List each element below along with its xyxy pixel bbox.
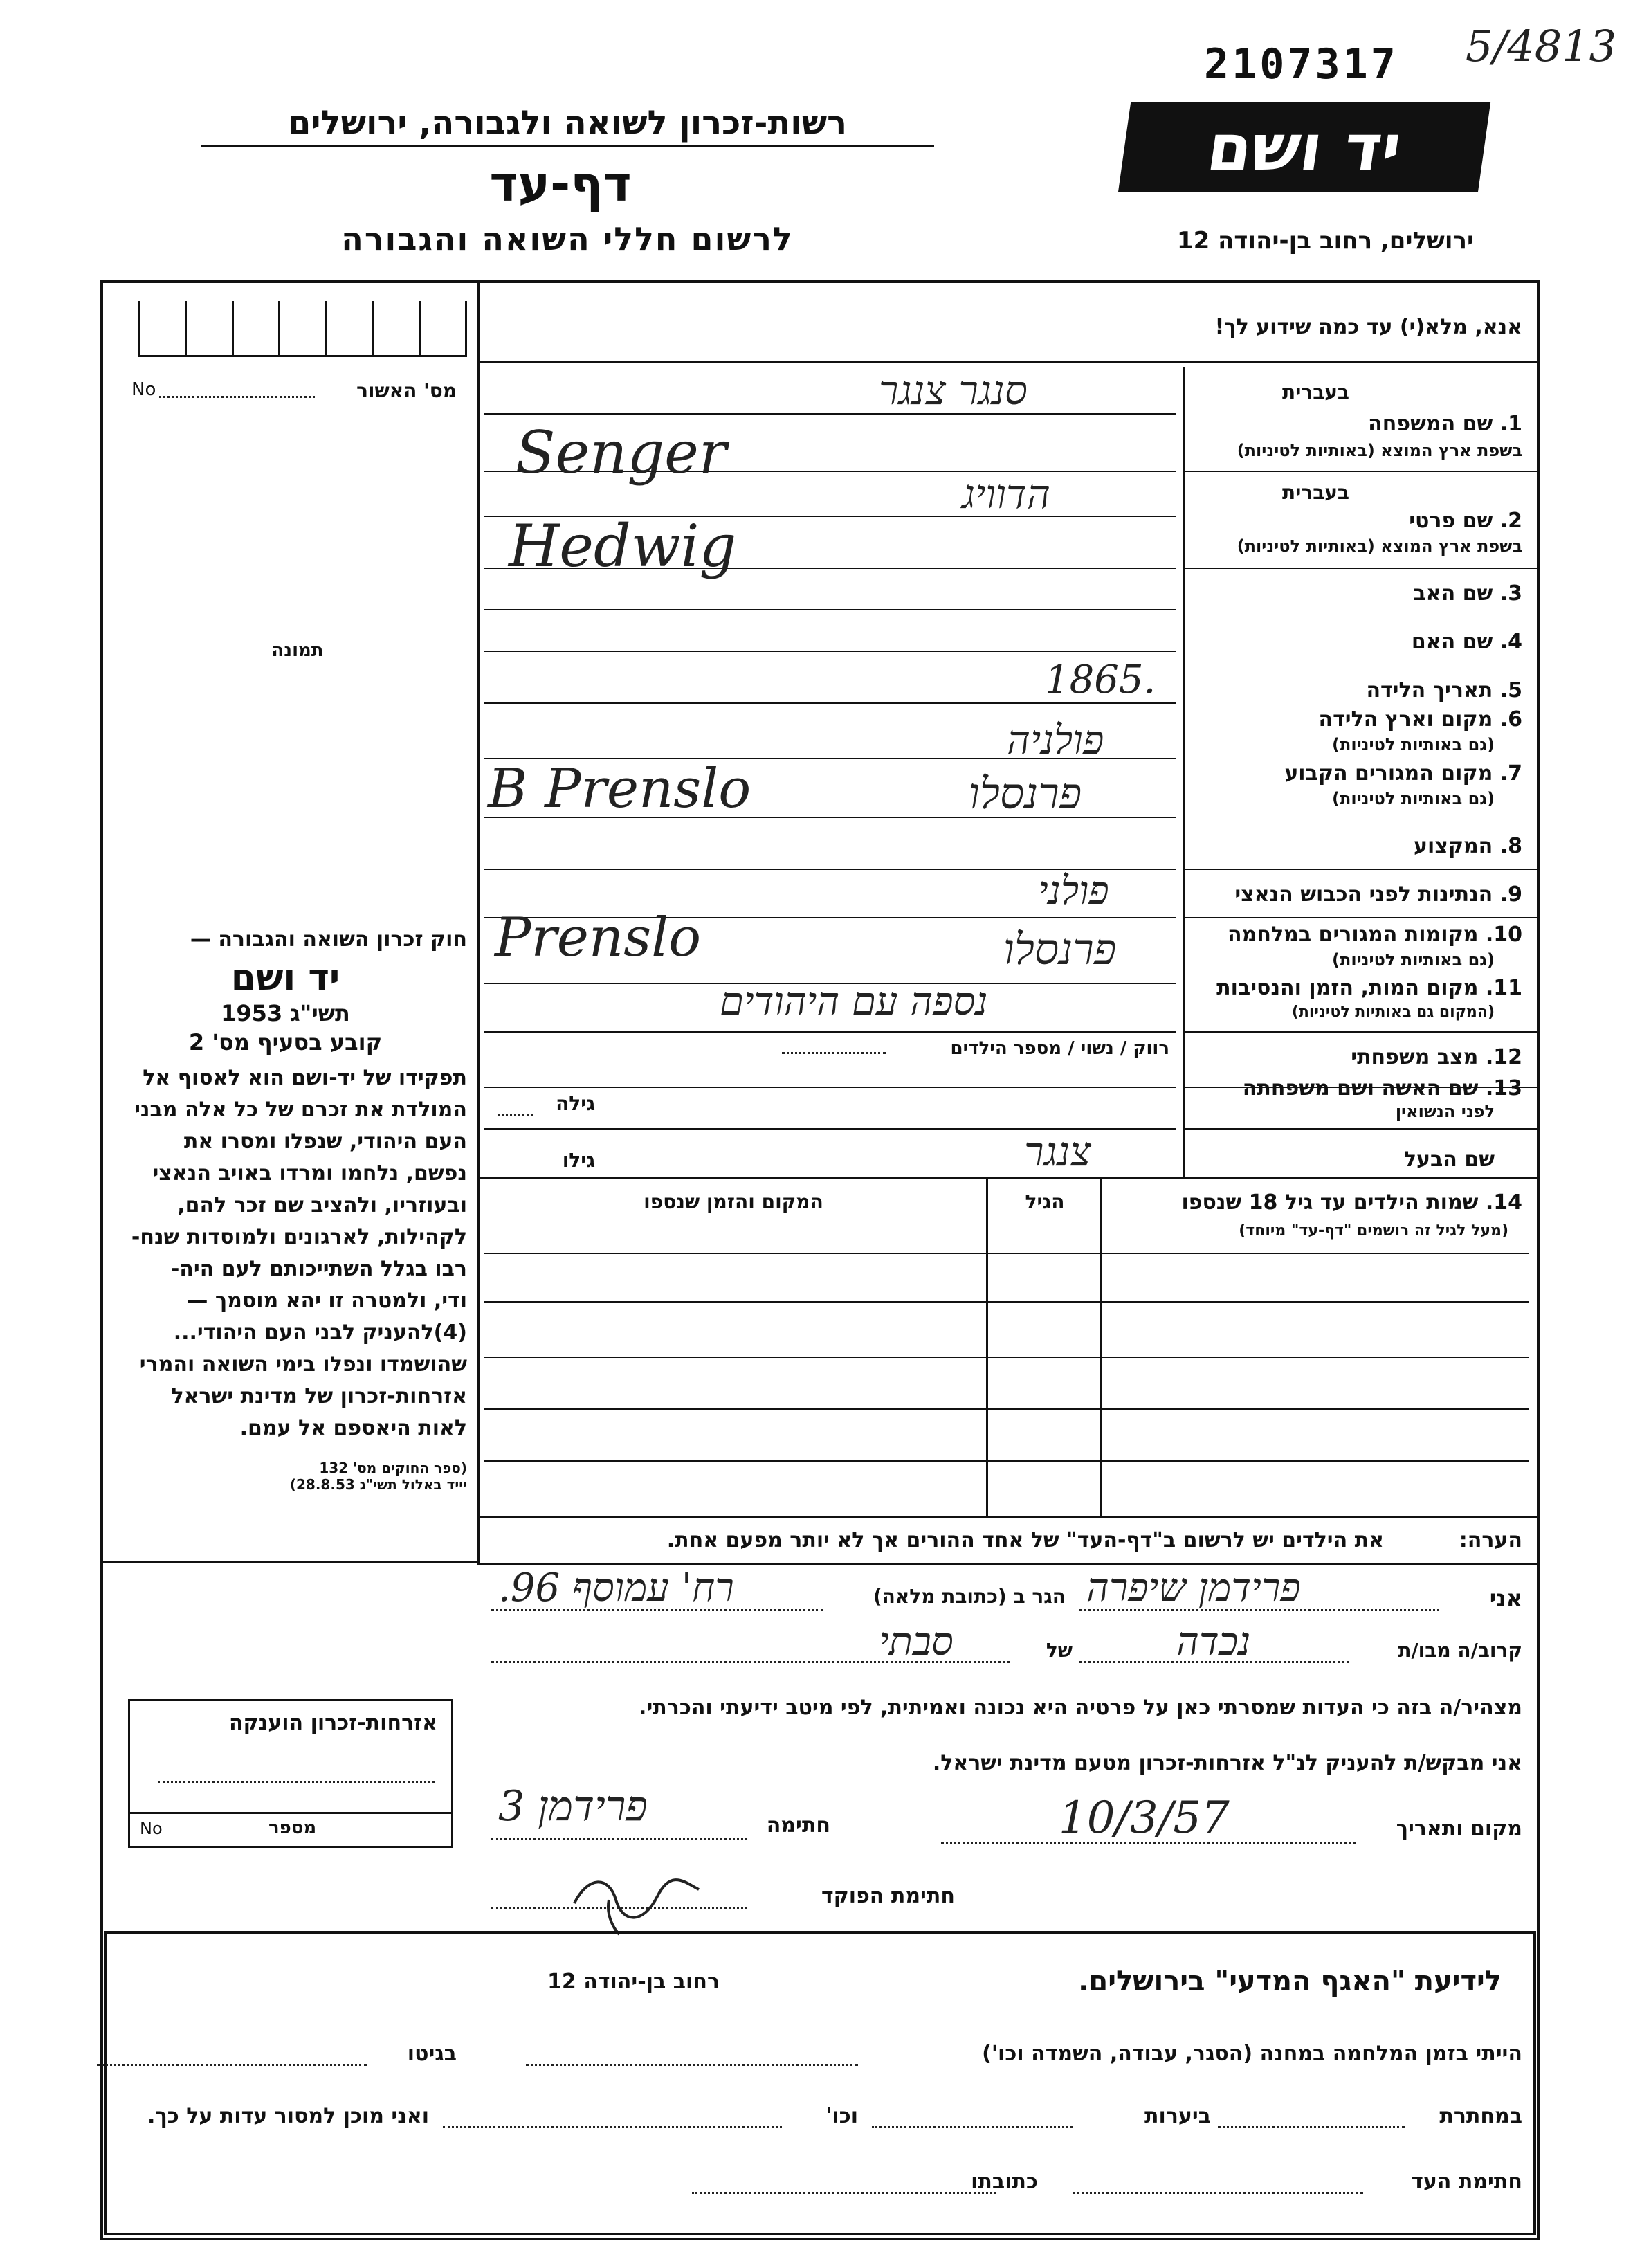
firstname-hebrew-value: הדוויג (962, 471, 1050, 518)
law-text-line: המולדת את זכרם של כל אלה מבני (134, 1098, 467, 1122)
husband-age-label: גילו (562, 1149, 595, 1172)
law-text-line: רבו בגלל השתייכותם לעם היה- (170, 1257, 467, 1281)
declaration-statement: מצהיר/ה בזה כי העדות שמסרתי כאן על פרטיה היא נכונה ואמיתית, לפי מיטב ידיעתי והכרתי. (639, 1696, 1522, 1720)
field-1-label: 1. שם המשפחה (1368, 412, 1522, 436)
footer-title: לידיעת "האגף המדעי" בירושלים. (1078, 1966, 1502, 1997)
form-title: דף-עד (489, 156, 632, 212)
logo-text: יד ושם (1203, 110, 1406, 185)
signature-line (491, 1838, 747, 1840)
label-column-divider (1183, 367, 1185, 1177)
handwritten-file-number: 5/4813 (1466, 21, 1617, 71)
law-text-line: שהושמדו ונפלו בימי השואה והמרי (139, 1352, 467, 1377)
row-rule (484, 609, 1176, 610)
children-row-rule (484, 1460, 1529, 1462)
field-13-sublabel: לפני הנשואין (1395, 1102, 1495, 1121)
field-6-label: 6. מקום וארץ הלידה (1318, 707, 1522, 732)
yad-vashem-logo (1118, 102, 1490, 192)
footer-ghetto-line (97, 2064, 367, 2066)
citizenship-box-title: אזרחות-זכרון הוענקה (228, 1711, 437, 1735)
declarant-line (1079, 1609, 1439, 1611)
footer-camp-label: הייתי בזמן המלחמה במחנה (הסגר, עבודה, השמדה וכו') (982, 2042, 1522, 2066)
law-text-line: ודי, ולמטרה זו יהא מוסמך — (187, 1289, 467, 1313)
footer-underground-line (1218, 2126, 1405, 2128)
husband-label: שם הבעל (1403, 1147, 1495, 1172)
instruction-rule (477, 361, 1540, 363)
field-12-label: 12. מצב משפחתי (1351, 1045, 1522, 1069)
law-text-line: לקהילות, לארגונים ולמוסדות שנח- (131, 1225, 467, 1249)
birth-date-value: 1865. (1045, 657, 1156, 702)
footer-address: רחוב בן-יהודה 12 (547, 1970, 720, 1994)
citizenship-box (128, 1699, 453, 1848)
citizenship-line (158, 1781, 435, 1783)
header-address: ירושלים, רחוב בן-יהודה 12 (1176, 227, 1474, 255)
death-place-value: נספה עם היהודים (720, 979, 988, 1024)
children-table-label: 14. שמות הילדים עד גיל 18 שנספו (1181, 1190, 1522, 1215)
field-7-label: 7. מקום המגורים הקבוע (1284, 761, 1522, 786)
law-text-line: העם היהודי, שנפלו ומסרו את (183, 1130, 467, 1154)
footer-address-label: כתובתו (971, 2170, 1038, 2194)
field-10-sublabel: (גם באותיות לטיניות) (1332, 950, 1495, 970)
label-rule (1183, 1128, 1540, 1130)
field-11-label: 11. מקום המות, הזמן והנסיבות (1216, 976, 1522, 1000)
law-title: חוק זכרון השואה והגבורה — (190, 927, 467, 952)
law-text-line: נפשם, נלחמו ומרדו באויב הנאצי (152, 1161, 467, 1186)
law-excerpt (104, 927, 467, 1493)
residence-address-value: רח' עמוסף 96. (498, 1566, 734, 1611)
family-status-options: רווק / נשוי / מספר הילדים (950, 1038, 1169, 1059)
footer-etc-line (443, 2126, 782, 2128)
of-label: של (1046, 1639, 1073, 1662)
place-date-line (941, 1842, 1356, 1844)
children-col-age: הגיל (1025, 1190, 1065, 1213)
field-9-label: 9. הנתינות לפני הכבוש הנאצי (1234, 882, 1522, 907)
fields-bottom-rule (477, 1177, 1540, 1179)
row-rule (484, 1087, 1176, 1088)
field-2-sublabel: בשפת ארץ המוצא (באותיות לטיניות) (1237, 536, 1522, 556)
serial-number: 2107317 (1204, 40, 1398, 89)
place-date-value: 10/3/57 (1059, 1793, 1230, 1844)
place-date-label: מקום ותאריך (1396, 1817, 1522, 1841)
field-8-label: 8. המקצוע (1414, 834, 1522, 858)
children-col-place-time: המקום והזמן שנספו (644, 1190, 823, 1213)
field-2-label: 2. שם פרטי (1409, 509, 1522, 533)
law-text-line: לאות היאספם אל עמם. (239, 1416, 467, 1440)
field-4-label: 4. שם האם (1411, 630, 1522, 654)
field-3-label: 3. שם האב (1413, 581, 1522, 606)
signature-label: חתימה (766, 1813, 830, 1838)
residence-hebrew-value: פרנסלו (969, 768, 1082, 819)
declarant-label: אני (1489, 1585, 1522, 1611)
officer-signature-label: חתימת הפוקד (821, 1884, 955, 1908)
officer-signature-scribble (567, 1862, 706, 1938)
footer-forests-line (872, 2126, 1073, 2128)
surname-latin-value: Senger (516, 419, 727, 487)
law-text-line: ובעוזריו, ולהציב שם זכר להם, (177, 1193, 467, 1217)
approval-number-line (159, 396, 315, 398)
law-name: יד ושם (230, 957, 340, 999)
family-status-line (782, 1052, 886, 1054)
footer-witness-signature-label: חתימת העד (1411, 2170, 1522, 2194)
citizenship-box-no: No (140, 1819, 163, 1838)
field-11-sublabel: (המקום גם באותיות לטיניות) (1291, 1004, 1495, 1021)
residence-line (491, 1609, 823, 1611)
footer-witness-signature-line (1073, 2192, 1363, 2194)
footer-willing-label: ואני מוכן למסור עדות על כך. (147, 2104, 429, 2128)
row-rule (484, 651, 1176, 652)
row-rule (484, 1031, 1176, 1033)
in-hebrew-label-1: בעברית (1281, 381, 1349, 403)
law-text (104, 1062, 467, 1444)
in-hebrew-label-2: בעברית (1281, 481, 1349, 504)
label-rule (1183, 869, 1540, 870)
law-text-line: תפקידו של יד-ושם הוא לאסוף אל (143, 1066, 467, 1090)
residence-latin-value: B Prenslo (488, 758, 751, 820)
signature-value: פרידמן 3 (498, 1782, 648, 1831)
husband-name-value: צנגר (1024, 1128, 1091, 1175)
law-reference: (ספר החוקים מס' 132 (319, 1460, 467, 1476)
approval-no-mark: No (131, 379, 156, 400)
relation-line (1079, 1661, 1349, 1663)
firstname-latin-value: Hedwig (509, 512, 737, 580)
footer-underground-label: במחתרת (1439, 2104, 1522, 2128)
left-column-bottom (100, 1561, 480, 1563)
citizenship-box-number-label: מספר (268, 1817, 317, 1838)
note-text: את הילדים יש לרשום ב"דף-העד" של אחד ההורים אך לא יותר מפעם אחת. (666, 1528, 1384, 1552)
children-col-divider (1100, 1177, 1102, 1516)
law-text-line: אזרחות-זכרון של מדינת ישראל (171, 1384, 467, 1408)
note-label: הערה: (1459, 1528, 1522, 1552)
wife-age-label: גילה (556, 1092, 595, 1115)
relation-value: נכדה (1176, 1620, 1251, 1664)
label-rule (1183, 568, 1540, 569)
of-value: סבתי (879, 1620, 954, 1664)
field-1-sublabel: בשפת ארץ המוצא (באותיות לטיניות) (1237, 441, 1522, 460)
law-text-line: (4)להעניק לבני העם היהודי... (173, 1321, 467, 1345)
law-clause: קובע בסעיף מס' 2 (188, 1029, 383, 1055)
children-row-rule (484, 1408, 1529, 1410)
birthplace-value: פולניה (1007, 716, 1104, 763)
children-row-rule (484, 1357, 1529, 1358)
wartime-residence-latin-value: Prenslo (495, 907, 702, 969)
footer-ghetto-label: בגיטו (407, 2042, 457, 2066)
instruction: אנא, מלא(י) עד כמה שידוע לך! (1214, 315, 1522, 339)
residence-label: הגר ב (כתובת מלאה) (873, 1585, 1066, 1608)
footer-camp-line (526, 2064, 858, 2066)
children-table-bottom (477, 1516, 1540, 1518)
field-10-label: 10. מקומות המגורים במלחמה (1228, 923, 1522, 947)
field-7-sublabel: (גם באותיות לטיניות) (1332, 789, 1495, 808)
footer-etc-label: וכו' (825, 2104, 858, 2128)
label-rule (1183, 1031, 1540, 1033)
law-reference-date: יייד באלול תשי"ג 28.8.53) (289, 1476, 467, 1493)
wife-age-line (498, 1114, 533, 1116)
row-rule (484, 413, 1176, 415)
children-row-rule (484, 1301, 1529, 1303)
field-13-label: 13. שם האשה ושם משפחתה (1242, 1076, 1522, 1100)
label-rule (1183, 471, 1540, 472)
note-bottom-rule (477, 1563, 1540, 1565)
authority-line: רשות-זכרון לשואה ולגבורה, ירושלים (287, 104, 848, 143)
footer-address-line (692, 2192, 996, 2194)
approval-number-label: מס' האשור (356, 379, 457, 402)
stamp-boxes (138, 301, 467, 357)
footer-forests-label: ביערות (1144, 2104, 1211, 2128)
law-year: תשי"ג 1953 (221, 1000, 350, 1026)
wartime-residence-hebrew-value: פרנסלו (1003, 924, 1117, 974)
row-rule (484, 702, 1176, 704)
left-column-divider (477, 280, 480, 1564)
declarant-name-value: פרידמן שיפרה (1086, 1566, 1301, 1611)
citizenship-number-rule (130, 1812, 451, 1814)
field-6-sublabel: (גם באותיות לטיניות) (1332, 735, 1495, 754)
children-table-sublabel: (מעל לגיל זה רושמים "דף-עד" מיוחד) (1239, 1222, 1508, 1240)
form-subtitle: לרשום חללי השואה והגבורה (341, 220, 794, 257)
relation-label: קרוב/ה מבו/ת (1398, 1639, 1522, 1662)
children-row-rule (484, 1253, 1529, 1254)
surname-hebrew-value: סנגר צנגר (879, 367, 1028, 414)
children-col-divider (986, 1177, 988, 1516)
citizenship-request: אני מבקש/ת להעניק לנ"ל אזרחות-זכרון מטעם מדינת ישראל. (932, 1751, 1522, 1775)
label-rule (1183, 917, 1540, 918)
nationality-value: פולני (1038, 869, 1109, 914)
photo-label: תמונה (271, 640, 324, 661)
field-5-label: 5. תאריך הלידה (1366, 678, 1522, 702)
of-line (491, 1661, 1010, 1663)
authority-underline (201, 145, 934, 147)
